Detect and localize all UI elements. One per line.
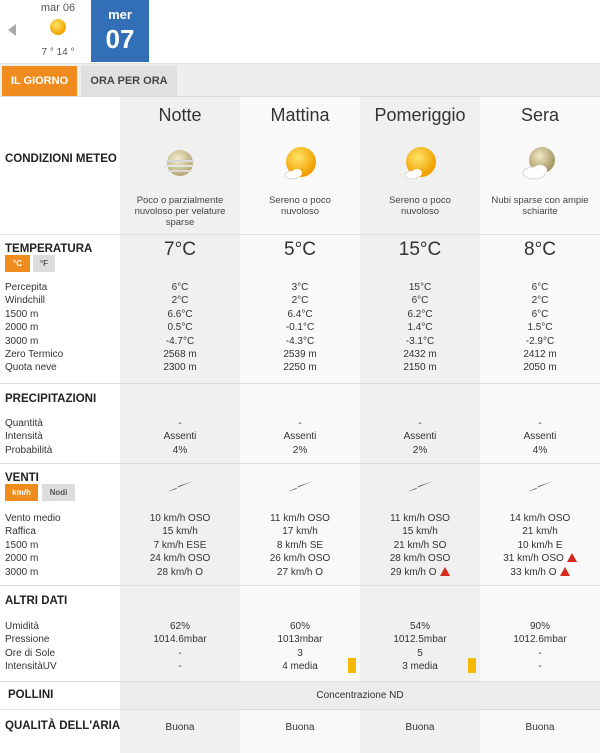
row-label: Quota neve xyxy=(5,362,57,374)
row-label: 3000 m xyxy=(5,335,39,347)
cell: 90% xyxy=(529,621,550,632)
cell: 60% xyxy=(289,621,310,632)
cell: 6.6°C xyxy=(167,308,193,320)
section-pollen xyxy=(0,681,600,709)
section-other-data xyxy=(0,585,600,681)
section-conditions xyxy=(0,97,600,234)
cell: 1014.6mbar xyxy=(153,634,207,646)
cell: 2412 m xyxy=(523,349,557,361)
cell: - xyxy=(178,647,182,659)
cell: 6°C xyxy=(531,282,549,293)
other-values-mattina xyxy=(240,620,360,674)
wind-row-labels xyxy=(5,512,61,579)
pollen-value: Concentrazione ND xyxy=(316,690,404,701)
cell: 15 km/h xyxy=(162,526,198,538)
temperature-label: TEMPERATURA xyxy=(5,243,93,255)
cell: -4.3°C xyxy=(285,335,315,347)
air-value: Buona xyxy=(525,722,555,733)
condition-desc: Sereno o poco nuvoloso xyxy=(389,195,451,217)
wind-label: VENTI xyxy=(5,472,39,484)
wind-direction-icon xyxy=(405,478,435,494)
cell: -3.1°C xyxy=(405,335,435,347)
cell: 24 km/h OSO xyxy=(149,553,211,565)
cell: 2150 m xyxy=(403,362,437,374)
condition-desc: Poco o parzialmente nuvoloso per velature sparse xyxy=(134,195,226,228)
day-selector xyxy=(0,0,600,64)
air-value: Buona xyxy=(165,722,195,733)
cell: 6°C xyxy=(171,282,189,293)
temp-main: 15°C xyxy=(398,239,442,260)
precipitation-row-labels xyxy=(5,417,52,457)
warning-icon xyxy=(560,567,570,576)
cell: 21 km/h SO xyxy=(393,539,447,551)
cell: 4% xyxy=(172,444,188,456)
precipitation-values-pomeriggio xyxy=(360,417,480,457)
cell: -0.1°C xyxy=(285,322,315,334)
cell: 1013mbar xyxy=(277,634,323,646)
cell: 2539 m xyxy=(283,349,317,361)
section-precipitation xyxy=(0,383,600,463)
cell: - xyxy=(178,661,182,673)
row-label: IntensitàUV xyxy=(5,661,57,673)
sun-cloud-icon xyxy=(280,144,320,184)
tab-il-giorno[interactable]: IL GIORNO xyxy=(2,66,77,96)
period-sera: Sera xyxy=(520,105,560,125)
wind-values-mattina xyxy=(240,512,360,579)
temp-main: 8°C xyxy=(524,239,556,260)
cell: 2050 m xyxy=(523,362,557,374)
cell xyxy=(480,566,600,579)
cell: 0.5°C xyxy=(167,322,193,334)
view-tabs xyxy=(0,64,600,97)
cell: Assenti xyxy=(283,431,317,443)
uv-level-bar xyxy=(348,658,356,673)
wind-direction-icon xyxy=(525,478,555,494)
pollen-label: POLLINI xyxy=(8,689,54,701)
row-label: 1500 m xyxy=(5,539,39,551)
other-row-labels xyxy=(5,620,57,674)
section-wind xyxy=(0,463,600,585)
row-label: Windchill xyxy=(5,295,46,307)
day-prev-name: mar 06 xyxy=(40,2,76,14)
period-mattina: Mattina xyxy=(270,105,330,125)
cell: - xyxy=(538,661,542,673)
cell: 2% xyxy=(412,444,428,456)
tab-ora-per-ora[interactable]: ORA PER ORA xyxy=(81,66,177,96)
precipitation-values-mattina xyxy=(240,417,360,457)
cell xyxy=(360,566,480,579)
condition-desc: Nubi sparse con ampie schiarite xyxy=(491,195,589,217)
day-current-number: 07 xyxy=(105,24,135,54)
row-label: Umidità xyxy=(5,621,39,632)
cell: 3 media xyxy=(402,661,438,673)
sun-cloud-icon xyxy=(400,144,440,184)
wind-direction-icon xyxy=(165,478,195,494)
row-label: Ore di Sole xyxy=(5,647,56,659)
row-label: 1500 m xyxy=(5,308,39,320)
cell: 2°C xyxy=(531,295,549,307)
prev-arrow-icon[interactable] xyxy=(8,24,16,36)
cell: Assenti xyxy=(163,431,197,443)
temperature-values-pomeriggio xyxy=(360,281,480,375)
cell: 2300 m xyxy=(163,362,197,374)
partly-cloudy-moon-icon xyxy=(160,144,200,184)
unit-fahrenheit-button[interactable]: °F xyxy=(33,255,55,272)
cell: 62% xyxy=(169,621,190,632)
temperature-values-notte xyxy=(120,281,240,375)
cell: 6°C xyxy=(531,308,549,320)
row-label: 2000 m xyxy=(5,322,39,334)
other-values-pomeriggio xyxy=(360,620,480,674)
cell-text: 33 km/h O xyxy=(510,566,557,578)
cell: 4 media xyxy=(282,661,318,673)
cell: Assenti xyxy=(403,431,437,443)
row-label: Raffica xyxy=(5,526,36,538)
cell: 54% xyxy=(409,621,430,632)
cell: 1.4°C xyxy=(407,322,433,334)
precipitation-label: PRECIPITAZIONI xyxy=(5,393,97,405)
day-prev-temps: 7 ° 14 ° xyxy=(41,47,75,58)
wind-values-pomeriggio xyxy=(360,512,480,579)
cell: 1.5°C xyxy=(527,322,553,334)
cell: 17 km/h xyxy=(282,526,318,538)
row-label: 2000 m xyxy=(5,553,39,565)
row-label: Vento medio xyxy=(5,513,61,524)
cell: 1012.5mbar xyxy=(393,634,447,646)
cell: 10 km/h E xyxy=(517,539,563,551)
cell: 2°C xyxy=(171,295,189,307)
day-card-current[interactable] xyxy=(91,0,149,62)
cell: 28 km/h O xyxy=(156,566,204,578)
cell xyxy=(480,552,600,565)
cell: 28 km/h OSO xyxy=(389,553,451,565)
other-values-sera xyxy=(480,620,600,674)
cell: - xyxy=(538,647,542,659)
air-quality-label: QUALITÀ DELL'ARIA xyxy=(5,720,121,732)
sun-icon xyxy=(48,17,68,37)
moon-cloud-icon xyxy=(520,144,560,184)
row-label: Zero Termico xyxy=(5,349,64,361)
precipitation-values-sera xyxy=(480,417,600,457)
cell-text: 31 km/h OSO xyxy=(503,553,564,565)
cell: 2% xyxy=(292,444,308,456)
row-label: Percepita xyxy=(5,282,48,293)
cell: - xyxy=(538,418,542,429)
cell: 4% xyxy=(532,444,548,456)
cell: - xyxy=(178,418,182,429)
temperature-values-mattina xyxy=(240,281,360,375)
cell: 5 xyxy=(417,647,423,659)
wind-values-sera xyxy=(480,512,600,579)
other-values-notte xyxy=(120,620,240,674)
period-pomeriggio: Pomeriggio xyxy=(374,105,466,125)
cell: 8 km/h SE xyxy=(276,539,324,551)
unit-celsius-button[interactable]: °C xyxy=(5,255,30,272)
temp-main: 7°C xyxy=(164,239,196,260)
temperature-values-sera xyxy=(480,281,600,375)
warning-icon xyxy=(567,553,577,562)
cell-text: 29 km/h O xyxy=(390,566,437,578)
period-notte: Notte xyxy=(158,105,202,125)
row-label: 3000 m xyxy=(5,566,39,578)
row-label: Pressione xyxy=(5,634,50,646)
warning-icon xyxy=(440,567,450,576)
cell: 11 km/h OSO xyxy=(390,513,450,524)
cell: - xyxy=(418,418,422,429)
cell: 7 km/h ESE xyxy=(153,539,207,551)
uv-level-bar xyxy=(468,658,476,673)
precipitation-values-notte xyxy=(120,417,240,457)
air-value: Buona xyxy=(405,722,435,733)
section-temperature xyxy=(0,234,600,383)
row-label: Probabilità xyxy=(5,444,53,456)
cell: 3 xyxy=(297,647,303,659)
other-data-label: ALTRI DATI xyxy=(5,595,68,607)
day-current-name: mer xyxy=(108,7,132,22)
section-air-quality xyxy=(0,709,600,753)
temperature-row-labels xyxy=(5,281,63,375)
cell: - xyxy=(298,418,302,429)
cell: 15°C xyxy=(408,282,432,293)
wind-direction-icon xyxy=(285,478,315,494)
row-label: Quantità xyxy=(5,418,43,429)
cell: -4.7°C xyxy=(165,335,195,347)
cell: 11 km/h OSO xyxy=(270,513,330,524)
cell: 15 km/h xyxy=(402,526,438,538)
cell: Assenti xyxy=(523,431,557,443)
cell: 27 km/h O xyxy=(276,566,324,578)
air-value: Buona xyxy=(285,722,315,733)
cell: 2568 m xyxy=(163,349,197,361)
day-card-prev[interactable] xyxy=(28,0,88,64)
cell: 10 km/h OSO xyxy=(149,513,211,524)
cell: 6°C xyxy=(411,295,429,307)
cell: 3°C xyxy=(291,282,309,293)
temp-main: 5°C xyxy=(284,239,316,260)
cell: 6.2°C xyxy=(407,308,433,320)
condition-desc: Sereno o poco nuvoloso xyxy=(269,195,331,217)
unit-nodi-button[interactable]: Nodi xyxy=(42,484,75,501)
wind-values-notte xyxy=(120,512,240,579)
row-label: Intensità xyxy=(5,431,43,443)
conditions-label: CONDIZIONI METEO xyxy=(5,153,117,165)
cell: 14 km/h OSO xyxy=(509,513,571,524)
cell: 1012.6mbar xyxy=(513,634,567,646)
cell: 6.4°C xyxy=(287,308,313,320)
cell: 2432 m xyxy=(403,349,437,361)
cell: -2.9°C xyxy=(525,335,555,347)
cell: 21 km/h xyxy=(522,526,558,538)
cell: 2°C xyxy=(291,295,309,307)
cell: 2250 m xyxy=(283,362,317,374)
cell: 26 km/h OSO xyxy=(269,553,331,565)
unit-kmh-button[interactable]: km/h xyxy=(5,484,38,501)
